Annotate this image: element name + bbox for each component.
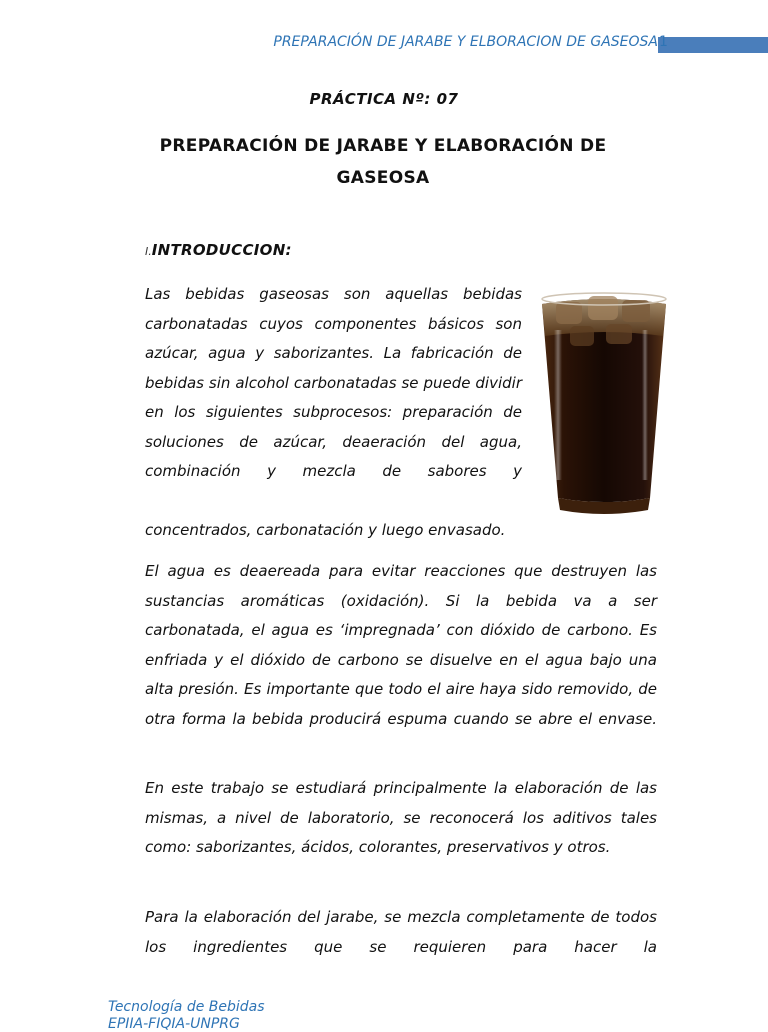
section-title: INTRODUCCION:	[151, 241, 292, 259]
footer-course: Tecnología de Bebidas	[108, 999, 265, 1015]
practice-label: PRÁCTICA Nº: 07	[309, 90, 459, 108]
intro-paragraph-end: concentrados, carbonatación y luego envasado.	[145, 521, 506, 539]
header-title: PREPARACIÓN DE JARABE Y ELBORACION DE GASEOSA	[273, 34, 658, 50]
page-number: 1	[659, 34, 668, 50]
paragraph-syrup: Para la elaboración del jarabe, se mezcla completamente de todos los ingredientes que se requieren para hacer la	[145, 908, 657, 956]
document-title: PREPARACIÓN DE JARABE Y ELABORACIÓN DE GASEOSA	[159, 136, 607, 188]
paragraph-study: En este trabajo se estudiará principalmente la elaboración de las mismas, a nivel de laboratorio, se reconocerá los aditivos tales como: saborizantes, ácidos, colorantes, preservativos y otros.	[145, 779, 657, 856]
section-number: I.	[145, 245, 152, 258]
intro-paragraph: Las bebidas gaseosas son aquellas bebidas carbonatadas cuyos componentes básicos son azúcar, agua y saborizantes. La fabricación de bebidas sin alcohol carbonatadas se puede dividir en los siguientes subprocesos: preparación de soluciones de azúcar, deaeración del agua, combinación y mezcla de sabores y	[145, 285, 522, 480]
paragraph-deaeration: El agua es deaereada para evitar reacciones que destruyen las sustancias aromáticas (oxidación). Si la bebida va a ser carbonatada, el agua es ‘impregnada’ con dióxido de carbono. Es enfriada y el dióxido de carbono se disuelve en el agua bajo una alta presión. Es importante que todo el aire haya sido removido, de otra forma la bebida producirá espuma cuando se abre el envase.	[145, 562, 657, 728]
header-accent-bar	[658, 37, 768, 53]
section-heading	[145, 240, 292, 259]
soda-glass-image	[536, 290, 672, 522]
footer-institution: EPIIA-FIQIA-UNPRG	[108, 1016, 240, 1032]
soda-glass-icon	[536, 290, 672, 522]
